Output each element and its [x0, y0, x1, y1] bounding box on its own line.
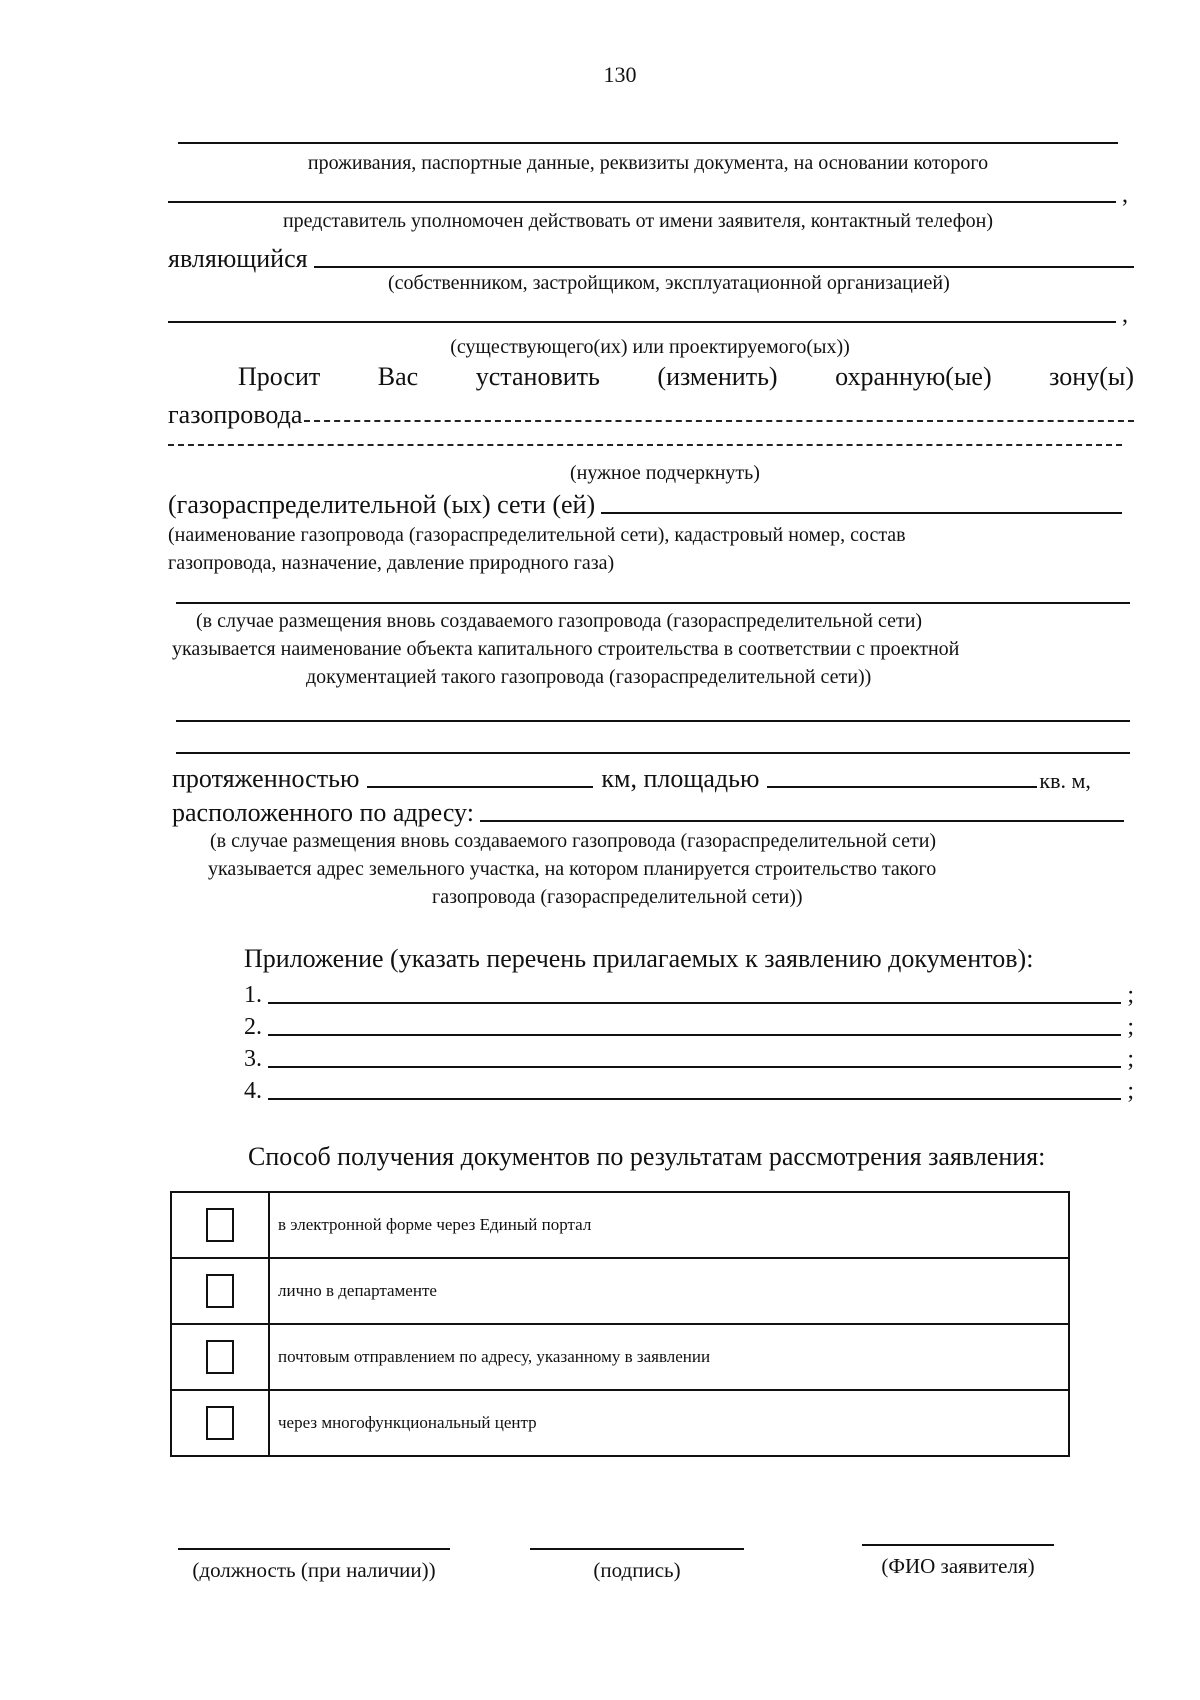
table-row: [171, 1192, 1069, 1258]
option-electronic: в электронной форме через Единый портал: [269, 1192, 1069, 1258]
blank-line-1[interactable]: [176, 720, 1130, 722]
caption-underline-note: (нужное подчеркнуть): [570, 462, 760, 484]
blank-line-2[interactable]: [176, 752, 1130, 754]
row-network: [168, 490, 1122, 520]
attachment-input-1[interactable]: [268, 1001, 1121, 1004]
checkbox-mail[interactable]: [206, 1340, 234, 1374]
checkbox-in-person[interactable]: [206, 1274, 234, 1308]
input-length[interactable]: [367, 785, 593, 788]
position-line[interactable]: [178, 1548, 450, 1550]
item-number: 1.: [244, 982, 262, 1008]
option-in-person: лично в департаменте: [269, 1258, 1069, 1324]
label-sqm: кв. м,: [1039, 768, 1091, 793]
row-length-area: [172, 764, 1138, 794]
input-area[interactable]: [767, 785, 1037, 788]
label-gas-pipeline: газопровода: [168, 400, 303, 429]
attachment-item: [244, 1014, 1134, 1041]
option-mail: почтовым отправлением по адресу, указанному в заявлении: [269, 1324, 1069, 1390]
attachment-input-4[interactable]: [268, 1097, 1121, 1100]
item-terminator: ;: [1127, 982, 1134, 1008]
signature-name: [862, 1544, 1054, 1579]
attachment-item: [244, 1078, 1134, 1105]
attachment-item: [244, 1046, 1134, 1073]
checkbox-electronic[interactable]: [206, 1208, 234, 1242]
word-2: Вас: [377, 362, 419, 391]
input-being[interactable]: [314, 265, 1134, 268]
row-representative: [168, 182, 1128, 209]
table-row: [171, 1258, 1069, 1324]
caption-existing-or-planned: (существующего(их) или проектируемого(ых)): [450, 336, 850, 358]
caption-new-pipeline-1: (в случае размещения вновь создаваемого газопровода (газораспределительной сети): [196, 610, 923, 632]
caption-representative: представитель уполномочен действовать от имени заявителя, контактный телефон): [282, 210, 994, 232]
row-object: [168, 302, 1128, 329]
signature-sign: [530, 1548, 744, 1583]
sign-line[interactable]: [530, 1548, 744, 1550]
word-3: установить: [475, 362, 600, 391]
comma: ,: [1122, 302, 1128, 328]
checkbox-cell: [171, 1258, 269, 1324]
input-network[interactable]: [601, 511, 1122, 514]
attachment-input-2[interactable]: [268, 1033, 1121, 1036]
checkbox-mfc[interactable]: [206, 1406, 234, 1440]
word-4: (изменить): [657, 362, 778, 391]
label-length: протяженностью: [172, 764, 360, 793]
item-number: 3.: [244, 1046, 262, 1072]
caption-residence: проживания, паспортные данные, реквизиты документа, на основании которого: [307, 152, 989, 174]
item-number: 4.: [244, 1078, 262, 1104]
blank-line-new-pipeline[interactable]: [176, 602, 1130, 604]
checkbox-cell: [171, 1192, 269, 1258]
name-line[interactable]: [862, 1544, 1054, 1546]
table-row: [171, 1324, 1069, 1390]
checkbox-cell: [171, 1390, 269, 1456]
caption-address-3: газопровода (газораспределительной сети)): [432, 886, 803, 908]
dashed-input-gas-pipeline[interactable]: [304, 419, 1134, 422]
row-gas-pipeline: [168, 400, 1134, 430]
caption-address-1: (в случае размещения вновь создаваемого газопровода (газораспределительной сети): [210, 830, 937, 852]
caption-pipeline-name-2: газопровода, назначение, давление природного газа): [168, 552, 615, 574]
item-number: 2.: [244, 1014, 262, 1040]
attachments-heading: Приложение (указать перечень прилагаемых к заявлению документов):: [244, 944, 1034, 973]
position-caption: (должность (при наличии)): [192, 1558, 436, 1582]
input-address[interactable]: [480, 819, 1124, 822]
blank-line-applicant[interactable]: [178, 142, 1118, 144]
dashed-line-continuation[interactable]: [168, 444, 1122, 446]
caption-address-2: указывается адрес земельного участка, на котором планируется строительство такого: [208, 858, 937, 880]
blank-line-representative[interactable]: [168, 200, 1116, 203]
row-being: [168, 244, 1134, 274]
name-caption: (ФИО заявителя): [881, 1554, 1035, 1578]
caption-owner-kind: (собственником, застройщиком, эксплуатационной организацией): [388, 272, 950, 294]
attachment-input-3[interactable]: [268, 1065, 1121, 1068]
sign-caption: (подпись): [593, 1558, 681, 1582]
page-number: 130: [603, 62, 637, 87]
checkbox-cell: [171, 1324, 269, 1390]
option-mfc: через многофункциональный центр: [269, 1390, 1069, 1456]
word-5: охранную(ые): [835, 362, 992, 391]
item-terminator: ;: [1127, 1046, 1134, 1072]
item-terminator: ;: [1127, 1014, 1134, 1040]
caption-new-pipeline-2: указывается наименование объекта капитального строительства в соответствии с проектной: [172, 638, 960, 660]
delivery-table: [170, 1191, 1070, 1457]
label-being: являющийся: [168, 244, 308, 273]
caption-new-pipeline-3: документацией такого газопровода (газораспределительной сети)): [306, 666, 872, 688]
word-6: зону(ы): [1049, 362, 1134, 391]
table-row: [171, 1390, 1069, 1456]
label-address: расположенного по адресу:: [172, 798, 474, 827]
request-line: [238, 362, 1134, 392]
item-terminator: ;: [1127, 1078, 1134, 1104]
label-km-area: км, площадью: [601, 764, 760, 793]
delivery-heading: Способ получения документов по результатам рассмотрения заявления:: [248, 1142, 1046, 1171]
word-1: Просит: [238, 362, 321, 391]
label-network: (газораспределительной (ых) сети (ей): [168, 490, 596, 519]
blank-line-object[interactable]: [168, 320, 1116, 323]
row-address: [172, 798, 1124, 828]
comma: ,: [1122, 182, 1128, 208]
caption-pipeline-name: (наименование газопровода (газораспределительной сети), кадастровый номер, состав: [168, 524, 906, 546]
signature-position: [178, 1548, 450, 1583]
attachment-item: [244, 982, 1134, 1009]
